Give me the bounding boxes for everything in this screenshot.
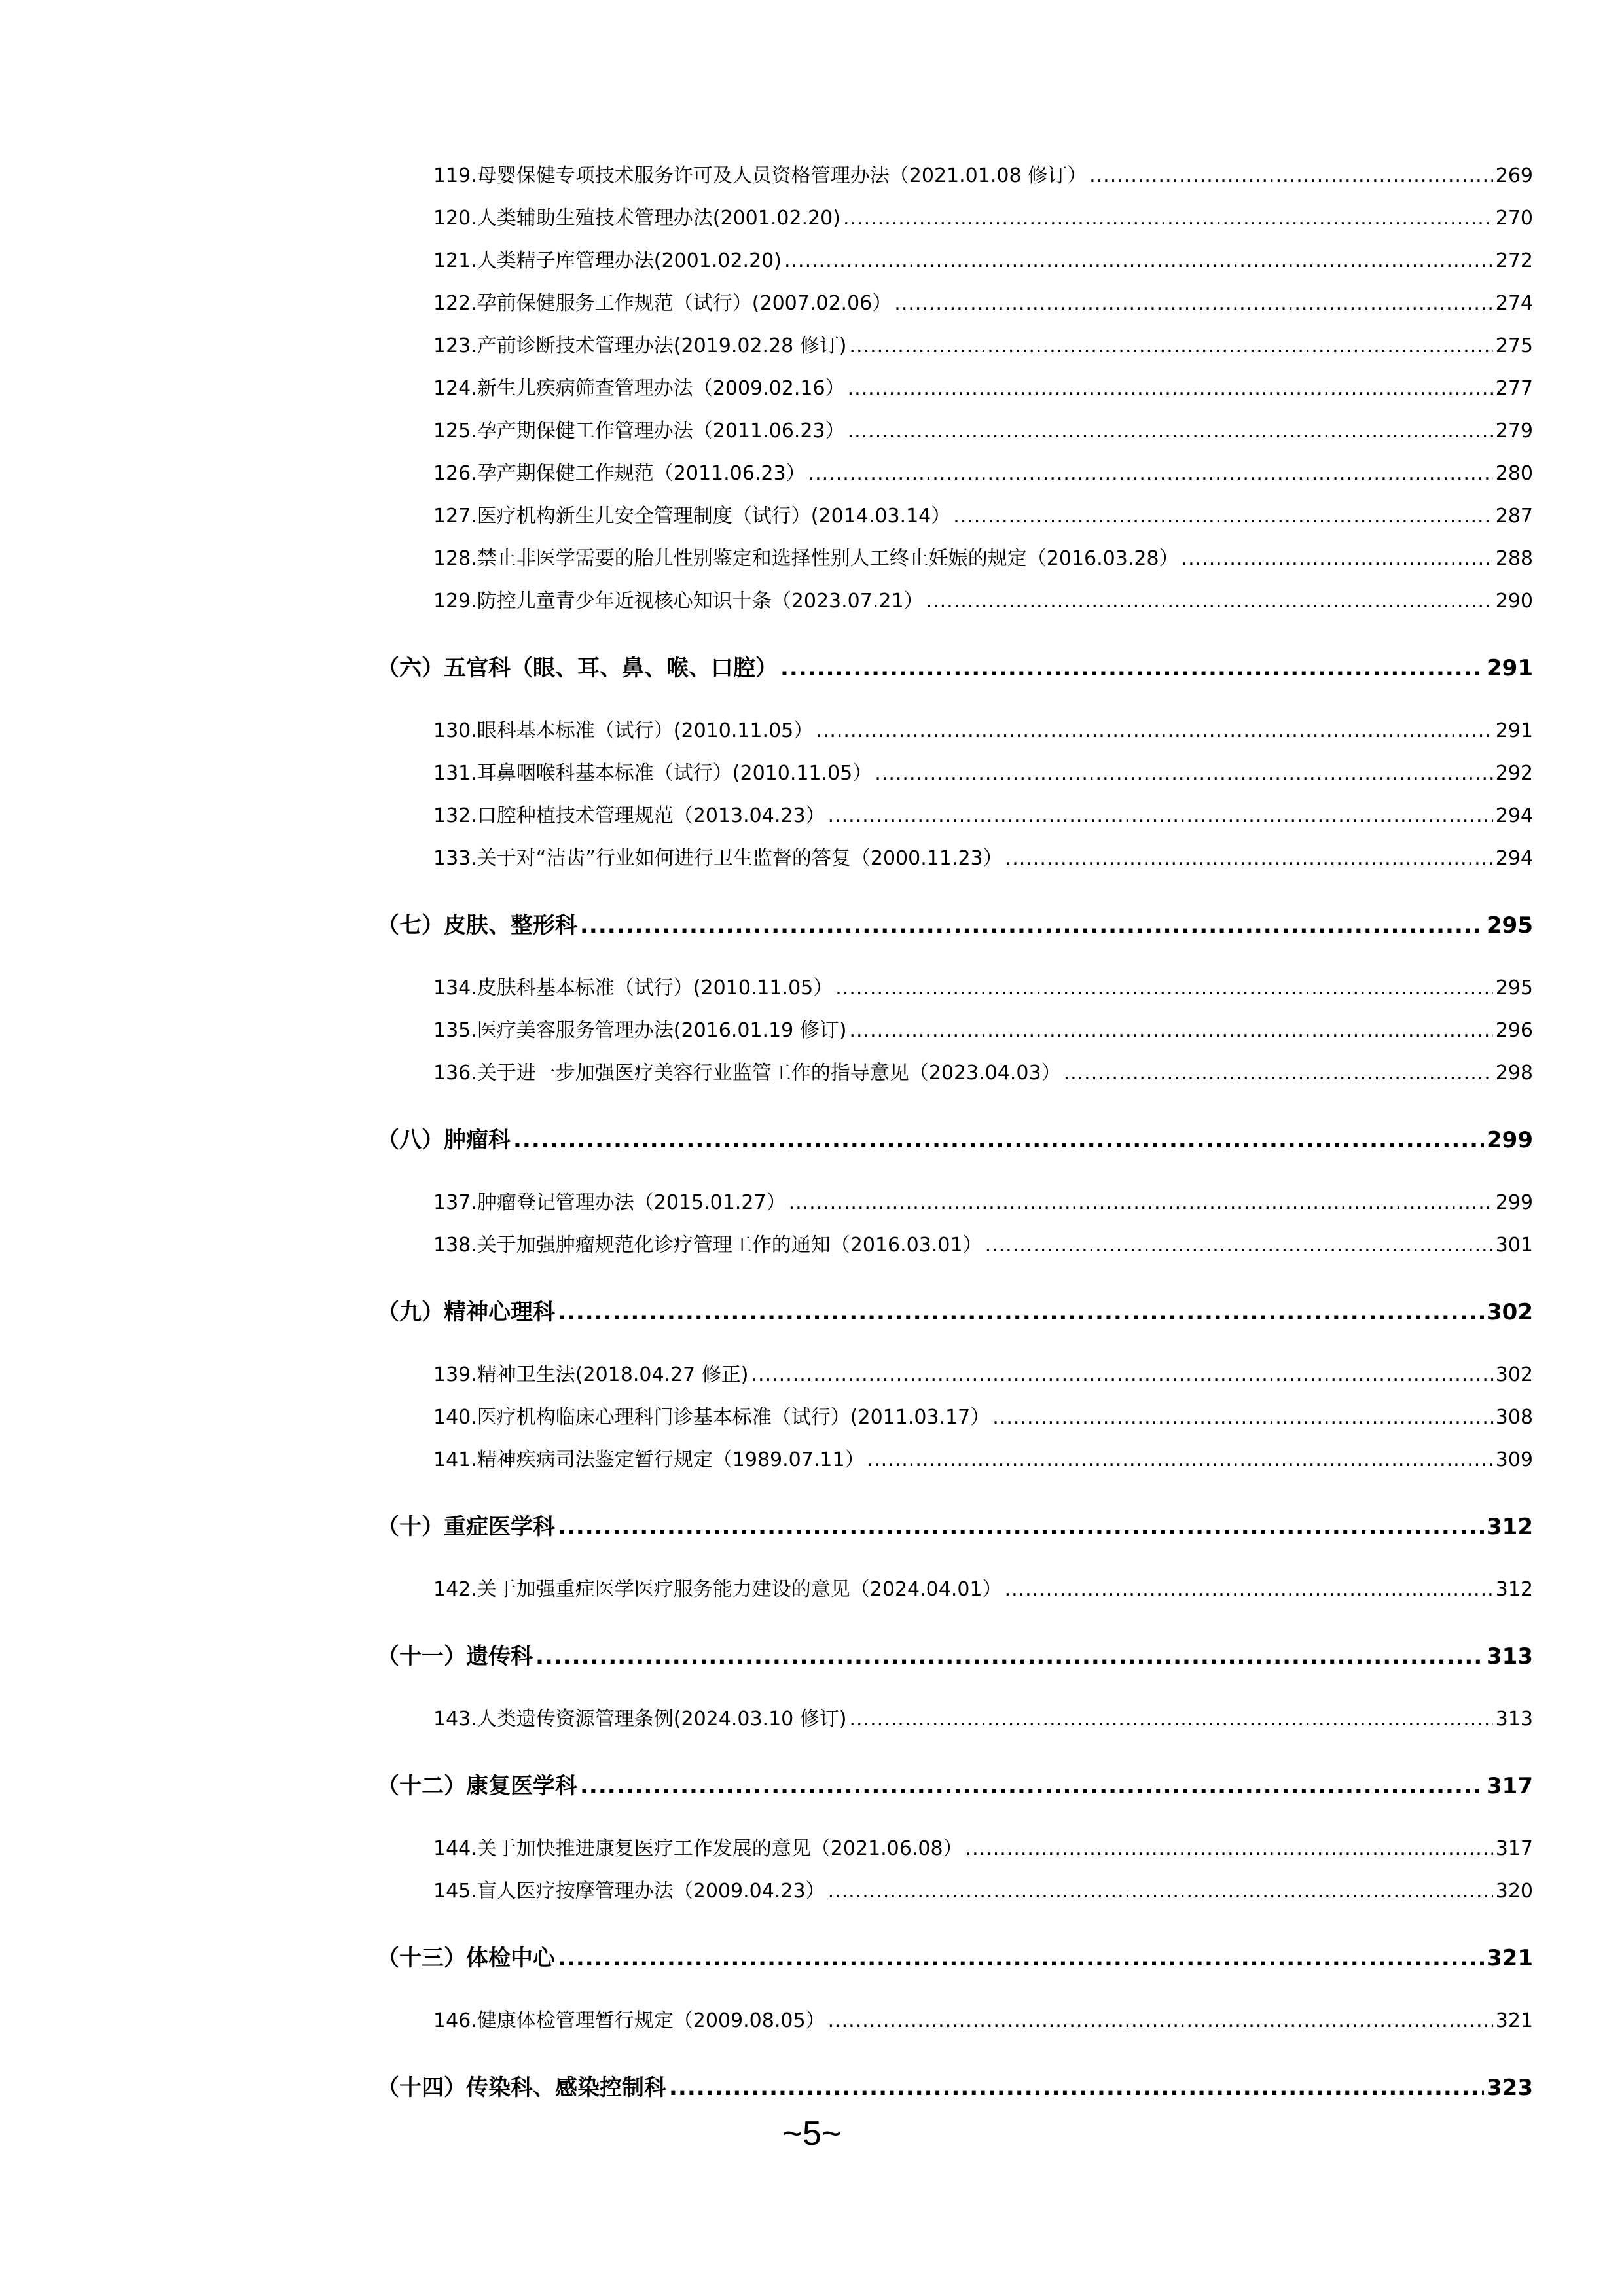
toc-entry[interactable] — [377, 752, 1533, 795]
toc-title: （十二）康复医学科 — [377, 1773, 577, 1799]
toc-page-number: 309 — [1495, 1448, 1533, 1471]
toc-title: 134.皮肤科基本标准（试行）(2010.11.05） — [433, 977, 833, 999]
toc-title: 138.关于加强肿瘤规范化诊疗管理工作的通知（2016.03.01） — [433, 1234, 983, 1257]
toc-page-number: 308 — [1495, 1406, 1533, 1429]
toc-title: 133.关于对“洁齿”行业如何进行卫生监督的答复（2000.11.23） — [433, 847, 1003, 870]
toc-entry[interactable] — [377, 1439, 1533, 1481]
toc-entry[interactable] — [377, 1698, 1533, 1740]
toc-title: （十四）传染科、感染控制科 — [377, 2075, 666, 2101]
toc-section-heading[interactable] — [377, 1636, 1533, 1678]
table-of-contents — [377, 154, 1533, 2129]
toc-title: （九）精神心理科 — [377, 1299, 555, 1325]
toc-title: 126.孕产期保健工作规范（2011.06.23） — [433, 462, 806, 485]
toc-page-number: 313 — [1495, 1708, 1533, 1731]
toc-page-number: 294 — [1495, 804, 1533, 827]
toc-title: 145.盲人医疗按摩管理办法（2009.04.23） — [433, 1880, 825, 1903]
toc-page-number: 299 — [1495, 1191, 1533, 1214]
dot-leader — [828, 795, 1493, 837]
toc-page-number: 274 — [1495, 292, 1533, 315]
toc-title: 137.肿瘤登记管理办法（2015.01.27） — [433, 1191, 786, 1214]
dot-leader — [1005, 1568, 1493, 1611]
toc-page-number: 320 — [1495, 1880, 1533, 1903]
toc-section-heading[interactable] — [377, 1291, 1533, 1334]
dot-leader — [669, 2067, 1484, 2109]
dot-leader — [1064, 1052, 1493, 1094]
dot-leader — [985, 1224, 1493, 1266]
toc-entry[interactable] — [377, 1870, 1533, 1912]
toc-title: （十三）体检中心 — [377, 1945, 555, 1971]
dot-leader — [558, 1291, 1484, 1334]
toc-section-heading[interactable] — [377, 2067, 1533, 2109]
toc-page-number: 291 — [1487, 655, 1533, 681]
toc-page-number: 301 — [1495, 1234, 1533, 1257]
dot-leader — [1005, 837, 1493, 880]
toc-page-number: 269 — [1495, 164, 1533, 187]
dot-leader — [1182, 537, 1493, 580]
toc-page-number: 296 — [1495, 1019, 1533, 1042]
toc-title: 139.精神卫生法(2018.04.27 修正) — [433, 1363, 749, 1386]
dot-leader — [926, 580, 1493, 622]
toc-section-heading[interactable] — [377, 1937, 1533, 1980]
toc-entry[interactable] — [377, 967, 1533, 1009]
dot-leader — [843, 197, 1493, 240]
toc-entry[interactable] — [377, 1827, 1533, 1870]
toc-page-number: 287 — [1495, 505, 1533, 528]
toc-section-heading[interactable] — [377, 1506, 1533, 1549]
toc-section-heading[interactable] — [377, 1765, 1533, 1808]
toc-page-number: 291 — [1495, 719, 1533, 742]
toc-title: 141.精神疾病司法鉴定暂行规定（1989.07.11） — [433, 1448, 865, 1471]
toc-title: 123.产前诊断技术管理办法(2019.02.28 修订) — [433, 334, 847, 357]
dot-leader — [780, 647, 1484, 690]
toc-entry[interactable] — [377, 452, 1533, 495]
toc-page-number: 302 — [1487, 1299, 1533, 1325]
page-number: ~5~ — [782, 2115, 842, 2153]
dot-leader — [558, 1506, 1484, 1549]
toc-page-number: 302 — [1495, 1363, 1533, 1386]
toc-entry[interactable] — [377, 154, 1533, 197]
dot-leader — [1089, 154, 1493, 197]
dot-leader — [580, 1765, 1484, 1808]
dot-leader — [558, 1937, 1484, 1980]
toc-title: 125.孕产期保健工作管理办法（2011.06.23） — [433, 420, 845, 442]
toc-title: 124.新生儿疾病筛查管理办法（2009.02.16） — [433, 377, 845, 400]
dot-leader — [850, 325, 1493, 367]
dot-leader — [894, 282, 1492, 325]
toc-page-number: 295 — [1495, 977, 1533, 999]
toc-title: 135.医疗美容服务管理办法(2016.01.19 修订) — [433, 1019, 847, 1042]
toc-entry[interactable] — [377, 325, 1533, 367]
toc-page-number: 312 — [1495, 1578, 1533, 1601]
toc-page-number: 292 — [1495, 762, 1533, 785]
toc-entry[interactable] — [377, 580, 1533, 622]
toc-title: （十一）遗传科 — [377, 1643, 533, 1670]
toc-page-number: 312 — [1487, 1514, 1533, 1540]
toc-title: （七）皮肤、整形科 — [377, 912, 577, 939]
dot-leader — [808, 452, 1493, 495]
toc-title: 121.人类精子库管理办法(2001.02.20) — [433, 249, 782, 272]
dot-leader — [850, 1698, 1493, 1740]
toc-page-number: 279 — [1495, 420, 1533, 442]
toc-title: 136.关于进一步加强医疗美容行业监管工作的指导意见（2023.04.03） — [433, 1062, 1061, 1085]
dot-leader — [848, 367, 1493, 410]
toc-page-number: 288 — [1495, 547, 1533, 570]
toc-entry[interactable] — [377, 495, 1533, 537]
toc-title: 130.眼科基本标准（试行）(2010.11.05） — [433, 719, 814, 742]
toc-title: 131.耳鼻咽喉科基本标准（试行）(2010.11.05） — [433, 762, 873, 785]
toc-entry[interactable] — [377, 1052, 1533, 1094]
dot-leader — [789, 1181, 1493, 1224]
dot-leader — [992, 1396, 1492, 1439]
toc-page-number: 323 — [1487, 2075, 1533, 2101]
dot-leader — [535, 1636, 1484, 1678]
dot-leader — [953, 495, 1492, 537]
toc-page-number: 313 — [1487, 1643, 1533, 1670]
toc-entry[interactable] — [377, 1568, 1533, 1611]
toc-page-number: 290 — [1495, 590, 1533, 613]
toc-page-number: 317 — [1487, 1773, 1533, 1799]
toc-entry[interactable] — [377, 537, 1533, 580]
toc-title: （八）肿瘤科 — [377, 1127, 511, 1153]
toc-entry[interactable] — [377, 367, 1533, 410]
dot-leader — [965, 1827, 1493, 1870]
toc-entry[interactable] — [377, 837, 1533, 880]
toc-page-number: 272 — [1495, 249, 1533, 272]
toc-title: 122.孕前保健服务工作规范（试行）(2007.02.06） — [433, 292, 892, 315]
dot-leader — [580, 905, 1484, 947]
toc-page-number: 270 — [1495, 207, 1533, 230]
toc-section-heading[interactable] — [377, 905, 1533, 947]
dot-leader — [784, 240, 1493, 282]
toc-entry[interactable] — [377, 1181, 1533, 1224]
toc-title: 132.口腔种植技术管理规范（2013.04.23） — [433, 804, 825, 827]
toc-page-number: 295 — [1487, 912, 1533, 939]
toc-entry[interactable] — [377, 795, 1533, 837]
toc-title: （六）五官科（眼、耳、鼻、喉、口腔） — [377, 655, 778, 681]
toc-entry[interactable] — [377, 282, 1533, 325]
toc-entry[interactable] — [377, 1396, 1533, 1439]
toc-title: 142.关于加强重症医学医疗服务能力建设的意见（2024.04.01） — [433, 1578, 1002, 1601]
dot-leader — [867, 1439, 1493, 1481]
toc-entry[interactable] — [377, 240, 1533, 282]
dot-leader — [828, 1870, 1493, 1912]
toc-entry[interactable] — [377, 709, 1533, 752]
toc-page-number: 321 — [1487, 1945, 1533, 1971]
toc-page-number: 317 — [1495, 1837, 1533, 1860]
toc-entry[interactable] — [377, 1224, 1533, 1266]
toc-title: 144.关于加快推进康复医疗工作发展的意见（2021.06.08） — [433, 1837, 963, 1860]
dot-leader — [875, 752, 1492, 795]
toc-title: 119.母婴保健专项技术服务许可及人员资格管理办法（2021.01.08 修订） — [433, 164, 1087, 187]
toc-title: 127.医疗机构新生儿安全管理制度（试行）(2014.03.14） — [433, 505, 951, 528]
dot-leader — [850, 1009, 1493, 1052]
dot-leader — [513, 1119, 1484, 1162]
toc-entry[interactable] — [377, 2000, 1533, 2042]
toc-title: 120.人类辅助生殖技术管理办法(2001.02.20) — [433, 207, 840, 230]
dot-leader — [816, 709, 1492, 752]
toc-page-number: 277 — [1495, 377, 1533, 400]
toc-section-heading[interactable] — [377, 1119, 1533, 1162]
dot-leader — [751, 1354, 1493, 1396]
toc-entry[interactable] — [377, 197, 1533, 240]
dot-leader — [835, 967, 1492, 1009]
toc-page-number: 321 — [1495, 2009, 1533, 2032]
toc-section-heading[interactable] — [377, 647, 1533, 690]
dot-leader — [848, 410, 1493, 452]
toc-title: 128.禁止非医学需要的胎儿性别鉴定和选择性别人工终止妊娠的规定（2016.03.28） — [433, 547, 1179, 570]
toc-page-number: 294 — [1495, 847, 1533, 870]
toc-page-number: 275 — [1495, 334, 1533, 357]
toc-title: 146.健康体检管理暂行规定（2009.08.05） — [433, 2009, 825, 2032]
toc-entry[interactable] — [377, 1009, 1533, 1052]
toc-title: 129.防控儿童青少年近视核心知识十条（2023.07.21） — [433, 590, 924, 613]
toc-title: 140.医疗机构临床心理科门诊基本标准（试行）(2011.03.17） — [433, 1406, 990, 1429]
dot-leader — [828, 2000, 1493, 2042]
toc-page-number: 299 — [1487, 1127, 1533, 1153]
toc-entry[interactable] — [377, 1354, 1533, 1396]
toc-title: （十）重症医学科 — [377, 1514, 555, 1540]
toc-title: 143.人类遗传资源管理条例(2024.03.10 修订) — [433, 1708, 847, 1731]
toc-page-number: 298 — [1495, 1062, 1533, 1085]
toc-page-number: 280 — [1495, 462, 1533, 485]
toc-entry[interactable] — [377, 410, 1533, 452]
